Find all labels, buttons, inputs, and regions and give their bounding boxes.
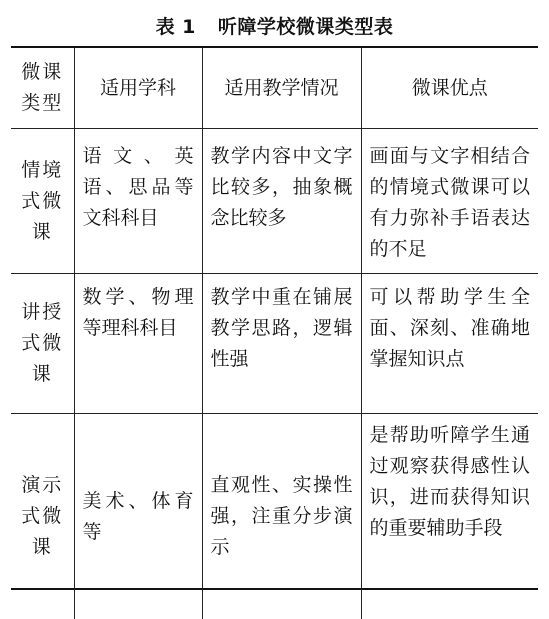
row-advantages: 是帮助听障学生通过观察获得感性认识，进而获得知识的重要辅助手段 — [361, 414, 538, 619]
row-subjects: 美术、体育等 — [74, 414, 202, 619]
row-teaching-situation: 教学中重在铺展教学思路，逻辑性强 — [202, 274, 361, 414]
table-row — [11, 414, 538, 619]
header-course-advantages: 微课优点 — [361, 48, 538, 129]
row-course-type: 讲授式微课 — [11, 274, 74, 414]
micro-course-type-table-wrapper — [11, 46, 538, 590]
row-teaching-situation: 教学内容中文字比较多，抽象概念比较多 — [202, 129, 361, 274]
header-applicable-subjects: 适用学科 — [74, 48, 202, 129]
table-title: 听障学校微课类型表 — [218, 16, 394, 38]
micro-course-type-table — [11, 48, 538, 619]
row-advantages: 画面与文字相结合的情境式微课可以有力弥补手语表达的不足 — [361, 129, 538, 274]
table-caption — [0, 12, 549, 39]
table-row — [11, 129, 538, 274]
row-subjects: 数学、物理等理科科目 — [74, 274, 202, 414]
table-number: 表 1 — [156, 16, 196, 38]
header-course-type: 微课类型 — [11, 48, 74, 129]
row-course-type: 演示式微课 — [11, 414, 74, 619]
header-applicable-teaching-situation: 适用教学情况 — [202, 48, 361, 129]
row-course-type: 情境式微课 — [11, 129, 74, 274]
row-subjects: 语文、英语、思品等文科科目 — [74, 129, 202, 274]
row-advantages: 可以帮助学生全面、深刻、准确地掌握知识点 — [361, 274, 538, 414]
row-teaching-situation: 直观性、实操性强，注重分步演示 — [202, 414, 361, 619]
table-header-row — [11, 48, 538, 129]
table-row — [11, 274, 538, 414]
